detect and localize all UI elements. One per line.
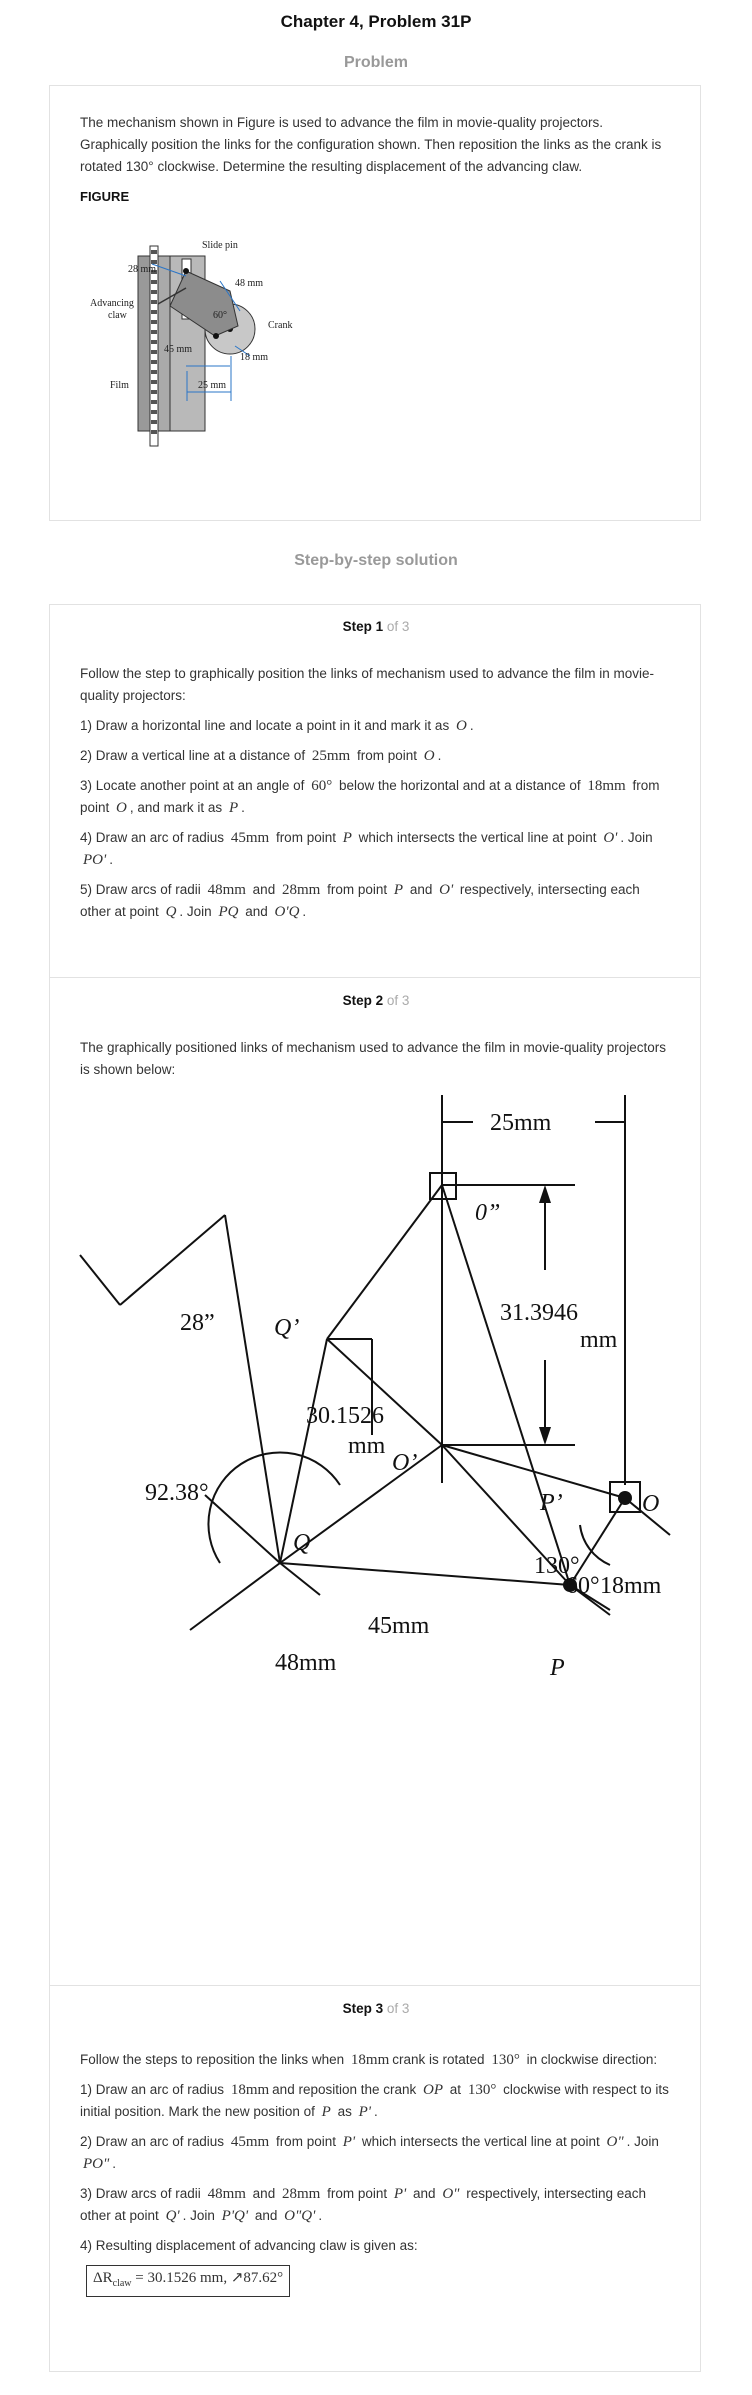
fig2-angle-130: 130° (534, 1553, 580, 1579)
fig2-angle-60: 60° (566, 1573, 600, 1599)
fig2-dim-25: 25mm (490, 1110, 552, 1136)
fig2-dim-18: 18mm (600, 1573, 662, 1599)
solution-card (49, 604, 701, 2372)
step-3-body (80, 2049, 670, 2297)
fig-dim-25: 25 mm (198, 380, 227, 391)
step-1-of: of 3 (386, 619, 410, 634)
fig2-dim-28: 28” (180, 1310, 215, 1336)
fig2-q-prime: Q’ (274, 1315, 300, 1341)
problem-section-title: Problem (343, 54, 408, 71)
fig2-dim-30-unit: mm (348, 1433, 386, 1459)
fig2-dim-45: 45mm (368, 1613, 430, 1639)
result-box: $\Delta R_{claw} = 30.1526$ mm, ↗87.62° (86, 2265, 290, 2297)
step-2-body (80, 1037, 670, 1089)
step-2-of: of 3 (386, 993, 410, 1008)
step-3-item-3: 3) Draw arcs of radii 48mm and 28mm from point P' and O" respectively, intersecting each other at point Q' . Join P'Q' and O"Q' . (80, 2186, 647, 2224)
film-guide-left (138, 256, 150, 431)
fig2-dim-31: 31.3946 (500, 1300, 578, 1326)
fig-advancing: Advancing (90, 298, 134, 309)
step-3-item-4: 4) Resulting displacement of advancing claw is given as: (80, 2238, 418, 2253)
step-3-item-1: 1) Draw an arc of radius 18mm and reposition the crank OP at 130° clockwise with respect to its initial position. Mark the new position of P as P' . (80, 2082, 669, 2120)
step-1-item-1: 1) Draw a horizontal line and locate a point in it and mark it as O . (80, 718, 474, 734)
step-1-label: Step 1 (342, 619, 384, 634)
page-title: Chapter 4, Problem 31P (280, 12, 472, 31)
fig2-o: O (642, 1491, 660, 1517)
fig-dim-48: 48 mm (235, 278, 264, 289)
fig2-p-prime: P’ (540, 1490, 563, 1516)
step-3-of: of 3 (386, 2001, 410, 2016)
step-3-item-2: 2) Draw an arc of radius 45mm from point P' which intersects the vertical line at point O" . Join PO" . (80, 2134, 659, 2172)
step-2-heading (50, 993, 702, 1008)
fig2-p: P (550, 1655, 565, 1681)
fig2-q: Q (293, 1530, 311, 1556)
fig-film: Film (110, 380, 129, 391)
step-1-item-2: 2) Draw a vertical line at a distance of 25mm from point O . (80, 748, 442, 764)
step-1-item-5: 5) Draw arcs of radii 48mm and 28mm from point P and O' respectively, intersecting each other at point Q . Join PQ and O'Q . (80, 882, 640, 920)
fig2-dim-30: 30.1526 (306, 1403, 384, 1429)
step-3-label: Step 3 (342, 2001, 384, 2016)
step-3-intro: Follow the steps to reposition the links when 18mm crank is rotated 130° in clockwise direction: (80, 2052, 658, 2068)
step-divider-2 (50, 1985, 700, 1986)
problem-text: The mechanism shown in Figure is used to advance the film in movie-quality projectors. Graphically position the links for the configuration shown. Then reposition the links as the crank is rotated 130° clockwise. Determine the resulting displacement of the advancing claw. (80, 115, 662, 174)
solution-section-title: Step-by-step solution (294, 552, 458, 569)
fig2-angle-92: 92.38° (145, 1480, 209, 1506)
film-strip (150, 246, 158, 446)
step-1-item-3: 3) Locate another point at an angle of 60° below the horizontal and at a distance of 18mm from point O , and mark it as P . (80, 778, 660, 816)
step-3-heading (50, 2001, 702, 2016)
fig-claw: claw (108, 310, 127, 321)
fig-dim-18: 18 mm (240, 352, 269, 363)
fig-dim-28: 28 mm (128, 264, 157, 275)
figure-label: FIGURE (80, 189, 130, 204)
step-1-heading (50, 619, 702, 634)
fig-angle-60: 60° (213, 310, 227, 321)
fig-dim-45: 45 mm (164, 344, 193, 355)
fig2-dim-31-unit: mm (580, 1327, 618, 1353)
step-2-label: Step 2 (342, 993, 384, 1008)
step-2-intro: The graphically positioned links of mechanism used to advance the film in movie-quality projectors is shown below: (80, 1040, 667, 1077)
step-1-item-4: 4) Draw an arc of radius 45mm from point P which intersects the vertical line at point O' . Join PO' . (80, 830, 653, 868)
fig-slide-pin: Slide pin (202, 240, 238, 251)
step-divider-1 (50, 977, 700, 978)
step-2-figure (50, 1085, 700, 1681)
fig2-o-double: 0” (475, 1200, 501, 1226)
fig2-o-prime: O’ (392, 1450, 418, 1476)
problem-figure (90, 226, 310, 476)
step-1-intro: Follow the step to graphically position the links of mechanism used to advance the film in movie-quality projectors: (80, 666, 655, 703)
fig2-dim-48: 48mm (275, 1650, 337, 1676)
fig-crank: Crank (268, 320, 293, 331)
problem-card (49, 85, 701, 521)
step-1-body (80, 663, 670, 931)
